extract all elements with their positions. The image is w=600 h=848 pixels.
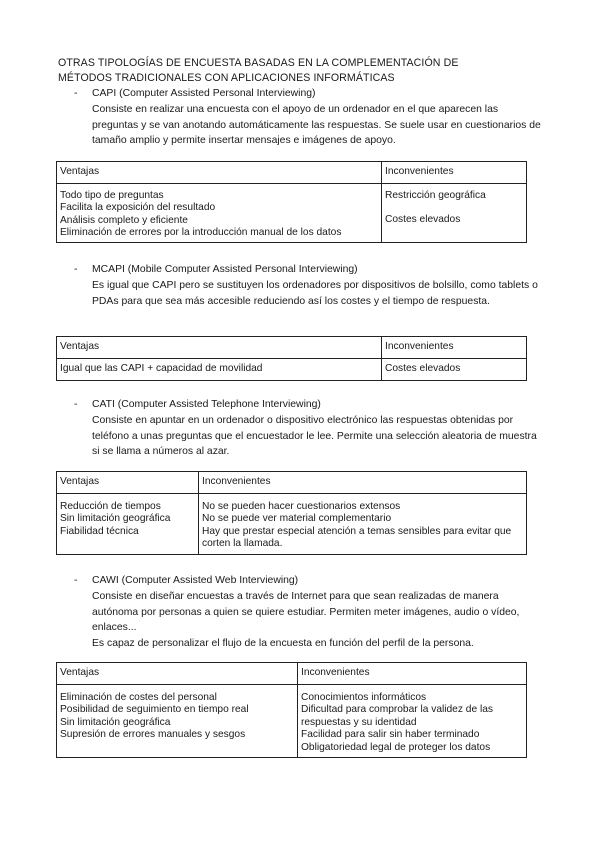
list-item: Restricción geográfica	[385, 190, 486, 201]
mcapi-ventajas-cell: Igual que las CAPI + capacidad de movilidad	[57, 359, 382, 381]
bullet-dash: -	[74, 88, 78, 99]
bullet-dash: -	[74, 399, 78, 410]
list-item: Facilita la exposición del resultado	[60, 202, 216, 214]
header-ventajas: Ventajas	[57, 337, 382, 359]
list-item: Costes elevados	[385, 214, 461, 226]
cawi-ventajas-cell	[57, 685, 298, 758]
list-item: Sin limitación geográfica	[60, 716, 171, 728]
header-inconvenientes: Inconvenientes	[382, 337, 527, 359]
capi-title: CAPI (Computer Assisted Personal Interviewing)	[92, 88, 316, 99]
list-item: Hay que prestar especial atención a temas sensibles para evitar que corten la llamada.	[202, 525, 512, 550]
capi-description: Consiste en realizar una encuesta con el apoyo de un ordenador en el que aparecen las preguntas y se van anotando automáticamente las respuestas. Se suele usar en cuestionarios de tamaño amplio y permite insertar mensajes e imágenes de apoyo.	[92, 103, 541, 147]
header-ventajas: Ventajas	[57, 663, 298, 685]
section-heading	[58, 56, 558, 86]
list-item: Obligatoriedad legal de proteger los datos	[301, 741, 491, 753]
capi-item	[74, 86, 544, 149]
mcapi-description: Es igual que CAPI pero se sustituyen los ordenadores por dispositivos de bolsillo, como tablets o PDAs para que sea más accesible reduciendo así los costes y el tiempo de respuesta.	[92, 279, 538, 307]
list-item: Análisis completo y eficiente	[60, 214, 188, 226]
bullet-dash: -	[74, 575, 78, 586]
header-inconvenientes: Inconvenientes	[199, 472, 527, 494]
list-item: Eliminación de costes del personal	[60, 692, 217, 703]
cati-title: CATI (Computer Assisted Telephone Interviewing)	[92, 399, 321, 410]
list-item: Sin limitación geográfica	[60, 513, 171, 525]
mcapi-title: MCAPI (Mobile Computer Assisted Personal Interviewing)	[92, 264, 358, 275]
cati-inconvenientes-cell	[199, 494, 527, 555]
mcapi-inconvenientes-cell: Costes elevados	[382, 359, 527, 381]
capi-ventajas-cell	[57, 184, 382, 243]
capi-table	[56, 161, 527, 243]
list-item: Facilidad para salir sin haber terminado	[301, 729, 480, 741]
cati-item	[74, 397, 544, 460]
cati-description: Consiste en apuntar en un ordenador o dispositivo electrónico las respuestas obtenidas por teléfono a unas preguntas que el encuestador le lee. Permite una selección aleatoria de muestra si se llama a números al azar.	[92, 414, 537, 458]
cati-table	[56, 471, 527, 555]
list-item: Eliminación de errores por la introducción manual de los datos	[60, 227, 342, 239]
cawi-description-2: Es capaz de personalizar el flujo de la encuesta en función del perfil de la persona.	[92, 638, 474, 650]
header-inconvenientes: Inconvenientes	[382, 162, 527, 184]
list-item: Todo tipo de preguntas	[60, 190, 164, 201]
list-item: Reducción de tiempos	[60, 501, 161, 512]
cawi-inconvenientes-cell	[298, 685, 527, 758]
header-ventajas: Ventajas	[57, 162, 382, 184]
list-item: Fiabilidad técnica	[60, 525, 139, 537]
list-item: Dificultad para comprobar la validez de las respuestas y su identidad	[301, 704, 493, 728]
cawi-table	[56, 662, 527, 758]
cawi-description: Consiste en diseñar encuestas a través de Internet para que sean realizadas de manera autónoma por personas a quien se quiere estudiar. Permiten meter imágenes, audio o vídeo, enlaces...	[92, 590, 520, 634]
cawi-title: CAWI (Computer Assisted Web Interviewing)	[92, 575, 299, 586]
list-item: Conocimientos informáticos	[301, 692, 427, 703]
list-item: No se pueden hacer cuestionarios extensos	[202, 501, 401, 512]
cati-ventajas-cell	[57, 494, 199, 555]
heading-line-2: MÉTODOS TRADICIONALES CON APLICACIONES INFORMÁTICAS	[58, 72, 395, 84]
header-ventajas: Ventajas	[57, 472, 199, 494]
mcapi-item	[74, 262, 544, 309]
mcapi-table	[56, 336, 527, 381]
list-item: No se puede ver material complementario	[202, 513, 392, 525]
heading-line-1: OTRAS TIPOLOGÍAS DE ENCUESTA BASADAS EN LA COMPLEMENTACIÓN DE	[58, 57, 459, 69]
cawi-item	[74, 573, 544, 652]
bullet-dash: -	[74, 264, 78, 275]
capi-inconvenientes-cell	[382, 184, 527, 243]
header-inconvenientes: Inconvenientes	[298, 663, 527, 685]
list-item: Supresión de errores manuales y sesgos	[60, 729, 246, 741]
list-item: Posibilidad de seguimiento en tiempo real	[60, 704, 249, 716]
